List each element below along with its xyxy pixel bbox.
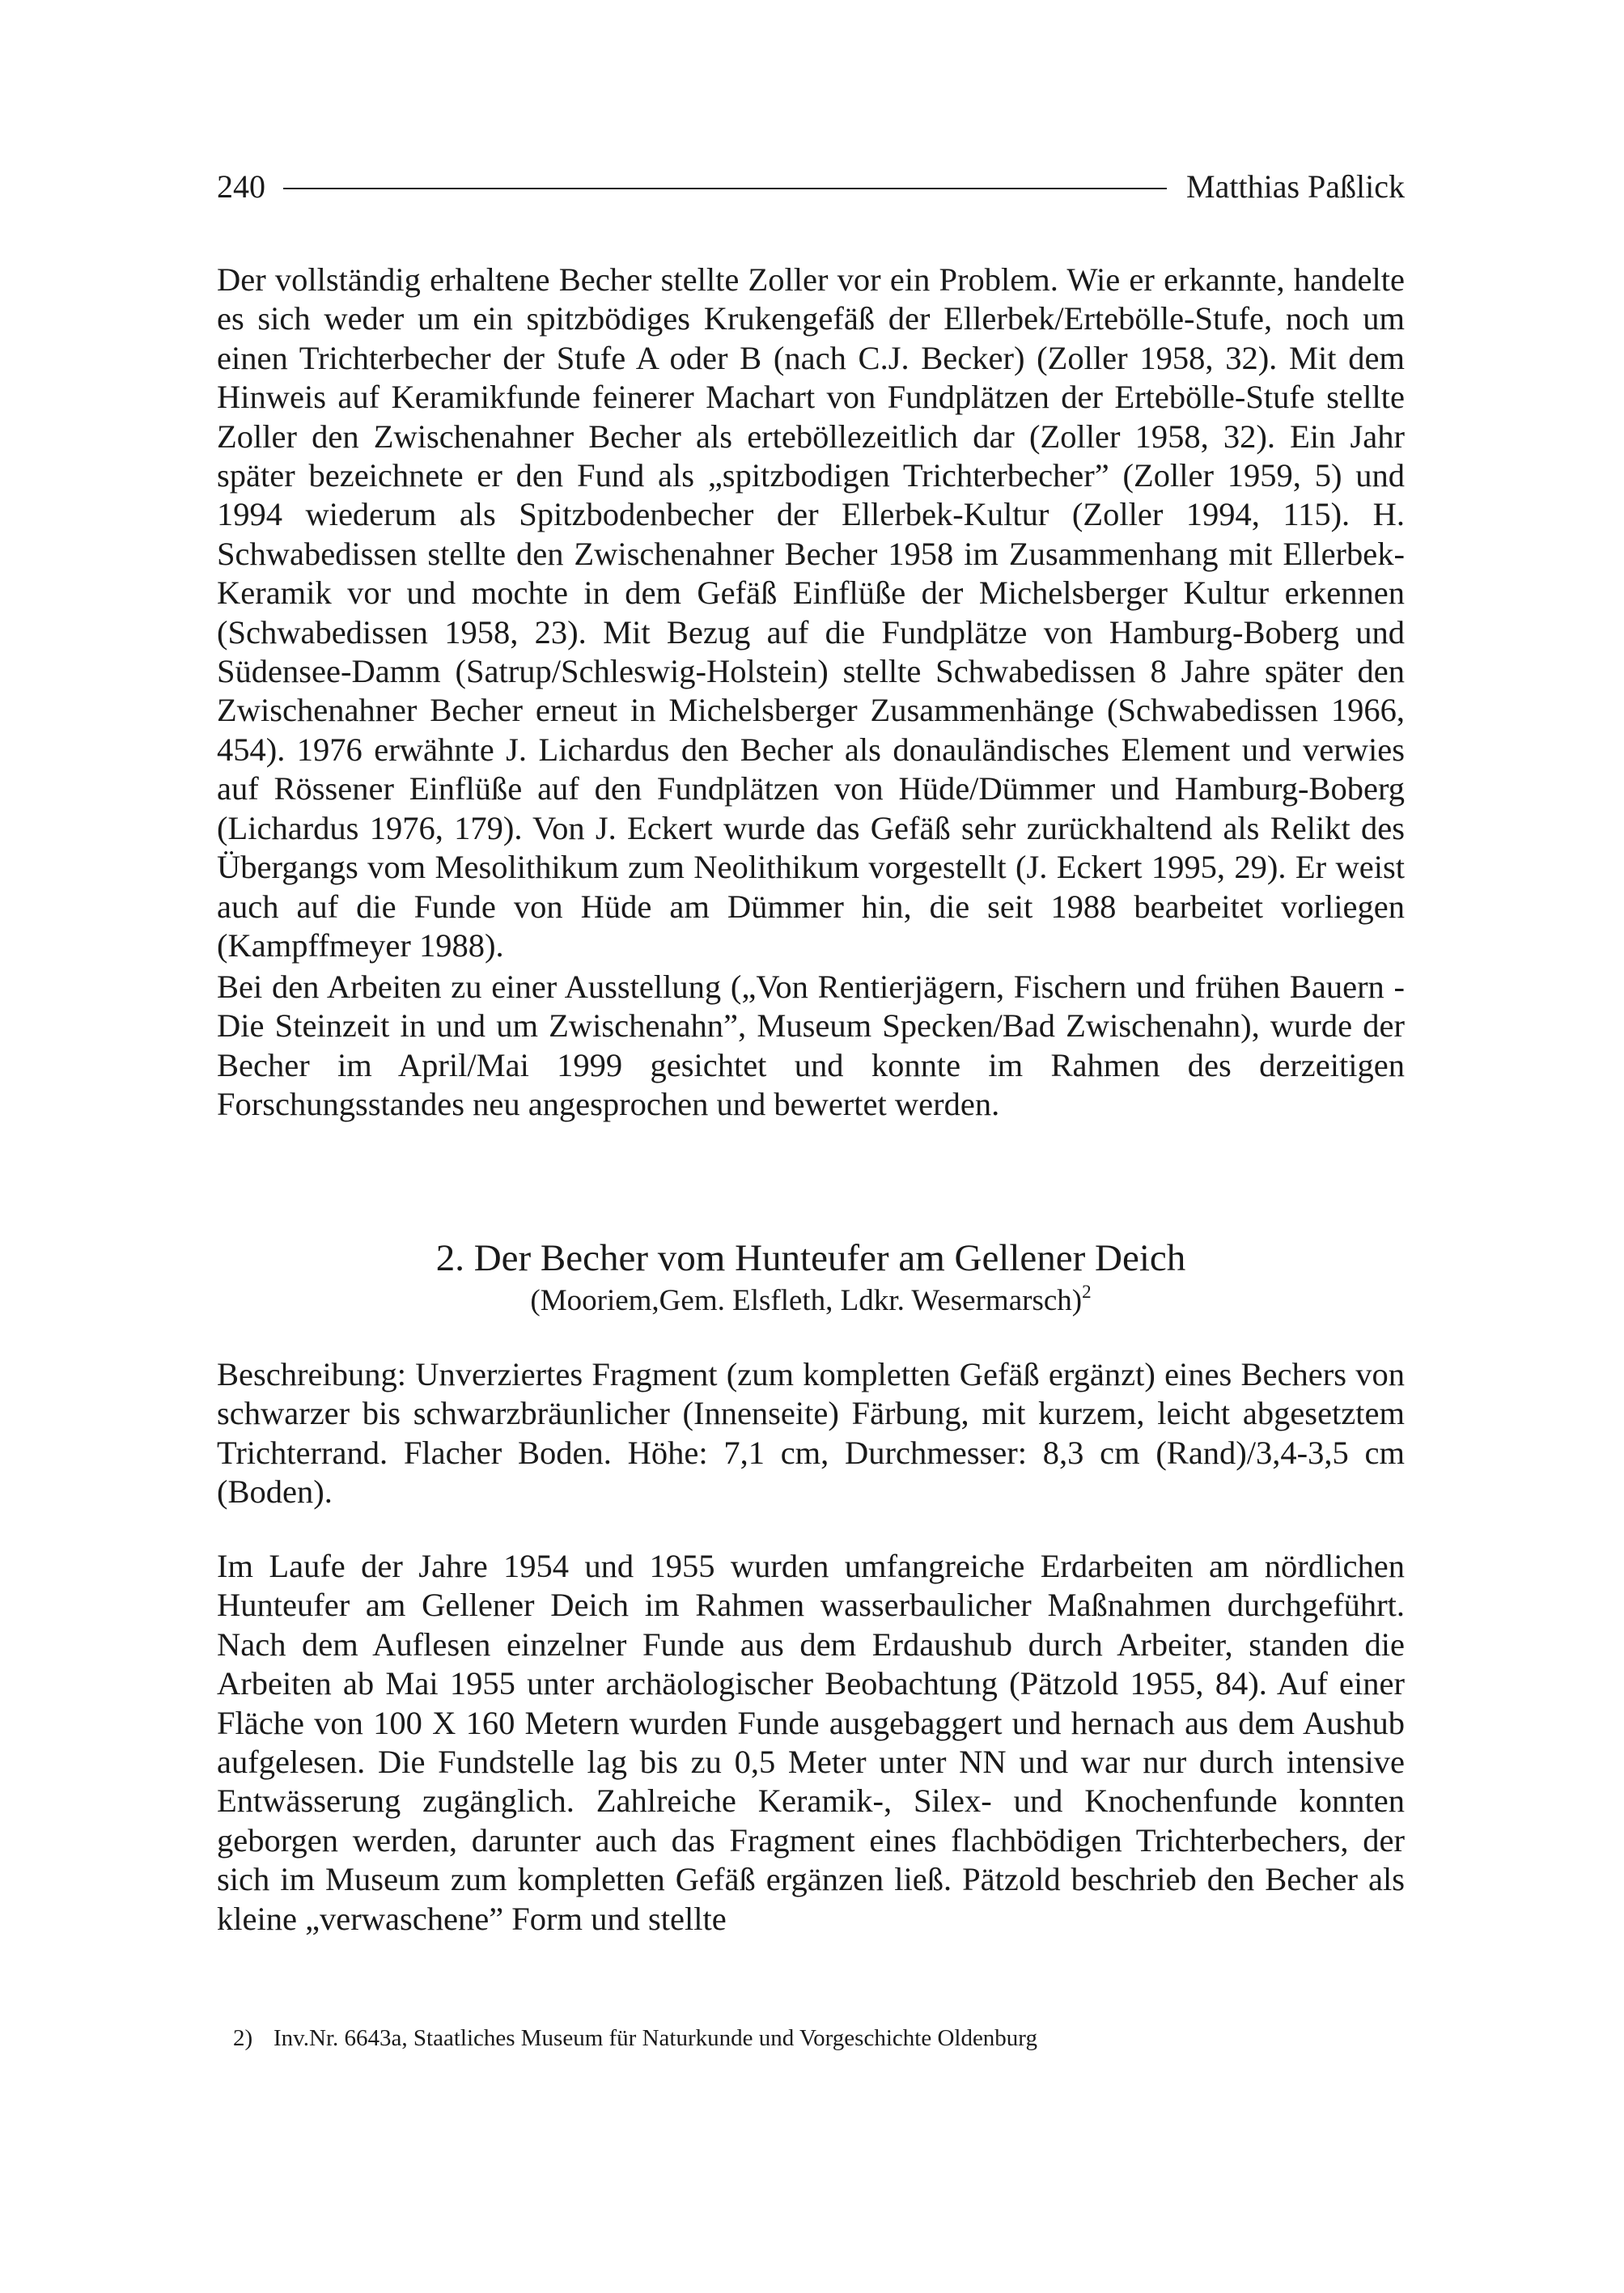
paragraph-research-history: Der vollständig erhaltene Becher stellte Zoller vor ein Problem. Wie er erkannte, handelte es sich weder um ein spitzbödiges Krukengefäß der Ellerbek/Ertebölle-Stufe, noch um einen Trichterbecher der Stufe A oder B (nach C.J. Becker) (Zoller 1958, 32). Mit dem Hinweis auf Keramikfunde feinerer Machart von Fundplätzen der Ertebölle-Stufe stellte Zoller den Zwischenahner Becher als erteböllezeitlich dar (Zoller 1958, 32). Ein Jahr später bezeichnete er den Fund als „spitzbodigen Trichterbecher” (Zoller 1959, 5) und 1994 wiederum als Spitzbodenbecher der Ellerbek-Kultur (Zoller 1994, 115). H. Schwabedissen stellte den Zwischenahner Becher 1958 im Zusammenhang mit Ellerbek-Keramik vor und mochte in dem Gefäß Einflüße der Michelsberger Kultur erkennen (Schwabedissen 1958, 23). Mit Bezug auf die Fundplätze von Hamburg-Boberg und Südensee-Damm (Satrup/Schleswig-Holstein) stellte Schwabedissen 8 Jahre später den Zwischenahner Becher erneut in Michelsberger Zusammenhänge (Schwabedissen 1966, 454). 1976 erwähnte J. Lichardus den Becher als donauländisches Element und verwies auf Rössener Einflüße auf den Fundplätzen von Hüde/Dümmer und Hamburg-Boberg (Lichardus 1976, 179). Von J. Eckert wurde das Gefäß sehr zurückhaltend als Relikt des Übergangs vom Mesolithikum zum Neolithikum vorgestellt (J. Eckert 1995, 29). Er weist auch auf die Funde von Hüde am Dümmer hin, die seit 1988 bearbeitet vorliegen (Kampffmeyer 1988). <box>217 261 1405 964</box>
header-rule <box>283 188 1167 189</box>
section-heading <box>217 1235 1405 1320</box>
paragraph-description: Beschreibung: Unverziertes Fragment (zum kompletten Gefäß ergänzt) eines Bechers von schwarzer bis schwarzbräunlicher (Innenseite) Färbung, mit kurzem, leicht abgesetztem Trichterrand. Flacher Boden. Höhe: 7,1 cm, Durchmesser: 8,3 cm (Rand)/3,4-3,5 cm (Boden). <box>217 1356 1405 1511</box>
paragraph-exhibition: Bei den Arbeiten zu einer Ausstellung („Von Rentierjägern, Fischern und frühen Bauern - Die Steinzeit in und um Zwischenahn”, Museum Specken/Bad Zwischenahn), wurde der Becher im April/Mai 1999 gesichtet und konnte im Rahmen des derzeitigen Forschungsstandes neu angesprochen und bewertet werden. <box>217 968 1405 1123</box>
footnote <box>233 2023 1398 2054</box>
section-subtitle-text: (Mooriem,Gem. Elsfleth, Ldkr. Wesermarsch) <box>530 1284 1083 1317</box>
section-title: 2. Der Becher vom Hunteufer am Gellener Deich <box>435 1237 1186 1279</box>
intro-paragraph-block <box>217 261 1405 965</box>
description-paragraph-block <box>217 1355 1405 1512</box>
section-subtitle <box>217 1282 1405 1320</box>
page-number: 240 <box>217 168 265 205</box>
excavation-paragraph-block <box>217 1547 1405 1939</box>
paragraph-excavation: Im Laufe der Jahre 1954 und 1955 wurden umfangreiche Erdarbeiten am nördlichen Hunteufer am Gellener Deich im Rahmen wasserbaulicher Maßnahmen durchgeführt. Nach dem Auflesen einzelner Funde aus dem Erdaushub durch Arbeiter, standen die Arbeiten ab Mai 1955 unter archäologischer Beobachtung (Pätzold 1955, 84). Auf einer Fläche von 100 X 160 Metern wurden Funde ausgebaggert und hernach aus dem Aushub aufgelesen. Die Fundstelle lag bis zu 0,5 Meter unter NN und war nur durch intensive Entwässerung zugänglich. Zahlreiche Keramik-, Silex- und Knochenfunde konnten geborgen werden, darunter auch das Fragment eines flachbödigen Trichterbechers, der sich im Museum zum kompletten Gefäß ergänzen ließ. Pätzold beschrieb den Becher als kleine „verwaschene” Form und stellte <box>217 1548 1405 1937</box>
footnote-reference: 2 <box>1082 1282 1092 1302</box>
footnote-number: 2) <box>233 2025 253 2051</box>
running-header <box>217 167 1405 207</box>
running-author: Matthias Paßlick <box>1186 168 1405 205</box>
footnote-text: Inv.Nr. 6643a, Staatliches Museum für Naturkunde und Vorgeschichte Oldenburg <box>273 2025 1037 2051</box>
exhibition-paragraph-block <box>217 968 1405 1125</box>
